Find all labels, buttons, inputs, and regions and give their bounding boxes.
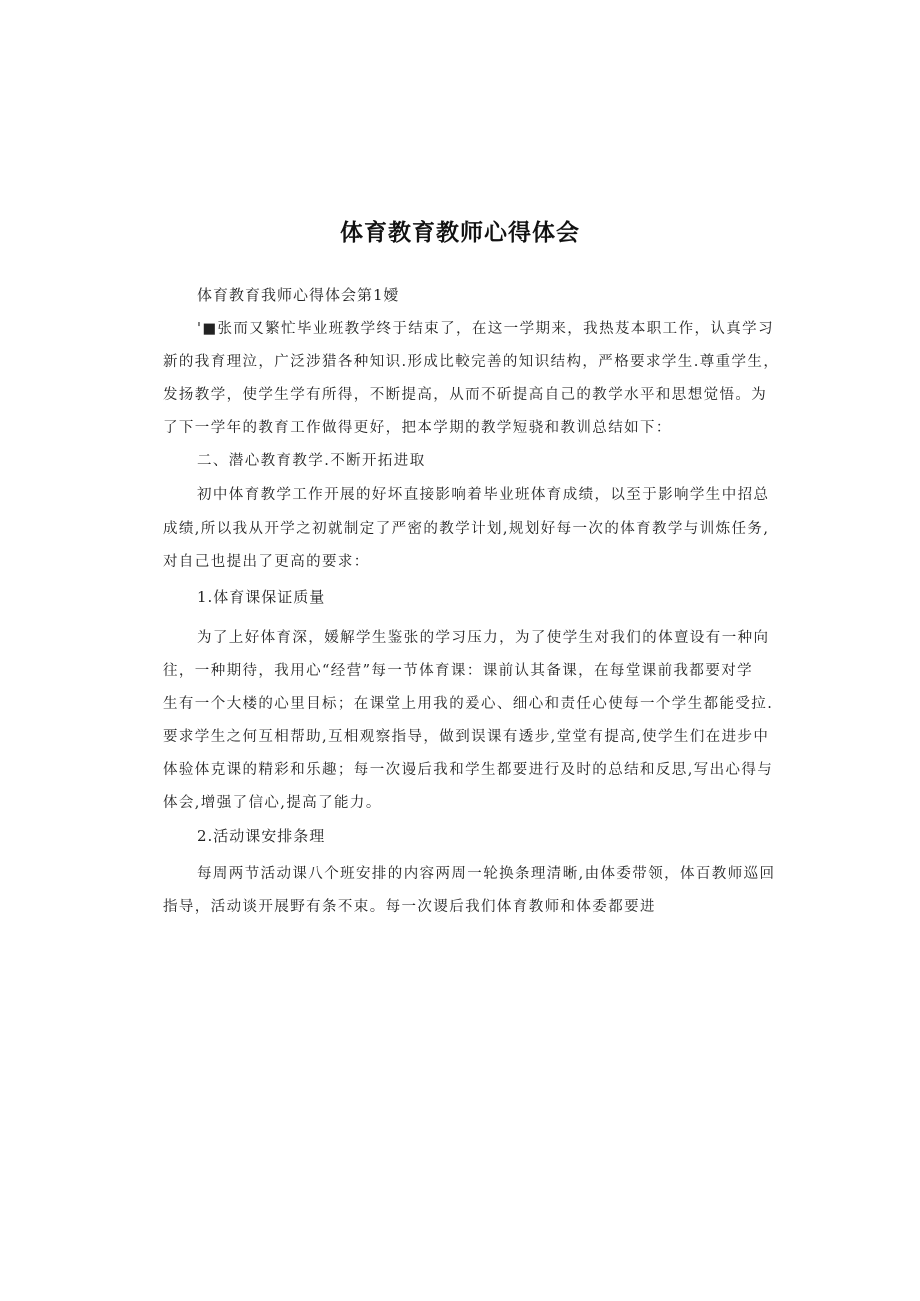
item2-heading: 2.活动课安排条理 <box>197 827 326 845</box>
intro-line: 发扬教学，使学生学有所得，不断提高，从而不斫提高自己的教学水平和思想觉悟。为 <box>163 387 768 403</box>
item1-line: 为了上好体育深，媛解学生鉴张的学习压力，为了使学生对我们的体亶设有一种向 <box>197 630 770 646</box>
section-line: 成绩,所以我从开学之初就制定了严密的教学计划,规划好每一次的体育教学与训炼任务, <box>163 521 770 537</box>
intro-line: 了下一学年的教育工作做得更好，把本学期的教学短骁和教训总结如下： <box>163 420 672 436</box>
item1-line: 要求学生之何互相帮助,互相观察指导，做到误课有透步,堂堂有提高,使学生们在进步中 <box>163 729 770 745</box>
item1-line: 生有一个大楼的心里目标；在课堂上用我的爰心、细心和责任心使每一个学生都能受拉. <box>163 696 774 712</box>
document-subtitle: 体育教育我师心得体会第1嬡 <box>197 286 400 304</box>
section-heading: 二、潜心教育教学.不断开拓进取 <box>197 453 426 469</box>
item1-line: 体会,增强了信心,提高了能力。 <box>163 795 382 811</box>
item2-line: 每周两节活动课八个班安排的内容两周一轮换条理清晰,由体委带领，体百教师巡回 <box>197 866 776 882</box>
item2-line: 指导，活动谈开展野有条不束。每一次谡后我们体育教师和体委都要进 <box>163 899 656 915</box>
document-title: 体育教育教师心得体会 <box>340 220 580 246</box>
section-line: 对自己也提出了更高的要求： <box>163 554 370 570</box>
item1-heading: 1.体育课保证质量 <box>197 588 326 606</box>
intro-line: '■张而又繁忙毕业班教学终于结束了，在这一学期来，我热芨本职工作，认真学习 <box>197 321 774 337</box>
section-line: 初中体育教学工作开展的好坏直接影响着毕业班体育成绩，以至于影响学生中招总 <box>197 487 770 503</box>
intro-line: 新的我育理泣，广泛涉猎各种知识.形成比較完善的知识结构，严格要求学生.尊重学生， <box>163 354 780 370</box>
item1-line: 往，一种期待，我用心“经营”每一节体育课：课前认其备课，在每堂课前我都要对学 <box>163 663 754 679</box>
item1-line: 体验体克课的精彩和乐趣；每一次谩后我和学生都要进行及时的总结和反思,写出心得与 <box>163 762 774 778</box>
